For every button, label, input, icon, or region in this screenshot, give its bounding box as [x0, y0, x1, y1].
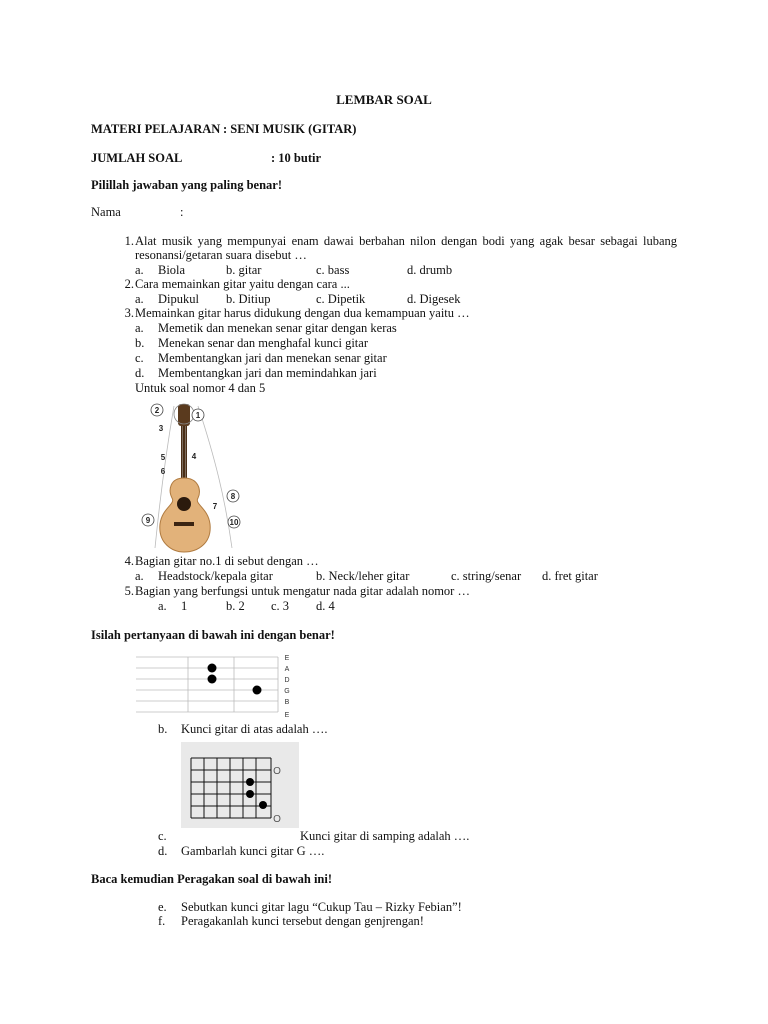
chord-diagram-grid [181, 742, 299, 828]
option-a: Biola [158, 263, 186, 277]
instruction: Pilillah jawaban yang paling benar! [91, 178, 283, 192]
guitar-label: 3 [158, 424, 164, 433]
option-a: Dipukul [158, 292, 199, 306]
question-number: 4. [124, 554, 134, 568]
string-label: G [284, 688, 290, 695]
question-text: Kunci gitar di samping adalah …. [300, 829, 470, 843]
option-a: Memetik dan menekan senar gitar dengan keras [158, 321, 397, 335]
string-label: B [284, 699, 290, 706]
materi-label: MATERI PELAJARAN [91, 122, 221, 136]
guitar-label: 2 [154, 406, 160, 415]
option-letter: b. [135, 336, 145, 350]
guitar-label: 6 [160, 467, 166, 476]
question-text: Bagian yang berfungsi untuk mengatur nada gitar adalah nomor … [135, 584, 470, 598]
option-c: Membentangkan jari dan menekan senar gitar [158, 351, 387, 365]
question-letter: e. [158, 900, 167, 914]
question-text: Peragakanlah kunci tersebut dengan genjrengan! [181, 914, 424, 928]
option-c: c. Dipetik [316, 292, 366, 306]
guitar-label: 7 [212, 502, 218, 511]
page-title: LEMBAR SOAL [336, 92, 432, 107]
option-a: Headstock/kepala gitar [158, 569, 273, 583]
question-text: Cara memainkan gitar yaitu dengan cara ... [135, 277, 350, 291]
option-b: Menekan senar dan menghafal kunci gitar [158, 336, 368, 350]
option-b: b. Neck/leher gitar [316, 569, 410, 583]
option-letter: a. [135, 321, 144, 335]
option-letter: a. [135, 569, 144, 583]
jumlah-value: : 10 butir [271, 151, 321, 165]
option-letter: d. [135, 366, 145, 380]
guitar-label: 10 [229, 518, 239, 527]
option-letter: a. [135, 292, 144, 306]
option-d: d. 4 [316, 599, 335, 613]
option-letter: a. [158, 599, 167, 613]
option-d: d. fret gitar [542, 569, 598, 583]
option-d: d. drumb [407, 263, 453, 277]
nama-label: Nama [91, 205, 121, 219]
guitar-intro: Untuk soal nomor 4 dan 5 [135, 381, 266, 395]
open-string-marker: O [273, 766, 281, 777]
question-letter: f. [158, 914, 166, 928]
question-letter: b. [158, 722, 168, 736]
question-letter: c. [158, 829, 167, 843]
question-text: Bagian gitar no.1 di sebut dengan … [135, 554, 319, 568]
string-label: D [284, 677, 290, 684]
guitar-label: 4 [191, 452, 197, 461]
question-text: Memainkan gitar harus didukung dengan dua kemampuan yaitu … [135, 306, 470, 320]
option-letter: c. [135, 351, 144, 365]
question-number: 3. [124, 306, 134, 320]
guitar-image [140, 398, 250, 558]
guitar-label: 9 [145, 516, 151, 525]
option-b: b. 2 [226, 599, 245, 613]
option-a: 1 [181, 599, 188, 613]
option-c: c. bass [316, 263, 350, 277]
question-text: Gambarlah kunci gitar G …. [181, 844, 325, 858]
question-number: 5. [124, 584, 134, 598]
jumlah-label: JUMLAH SOAL [91, 151, 183, 165]
nama-colon: : [180, 205, 184, 219]
guitar-label: 8 [230, 492, 236, 501]
section-heading: Isilah pertanyaan di bawah ini dengan benar! [91, 628, 335, 642]
question-number: 1. [124, 234, 134, 248]
option-d: Membentangkan jari dan memindahkan jari [158, 366, 377, 380]
section-heading: Baca kemudian Peragakan soal di bawah ini! [91, 872, 333, 886]
option-letter: a. [135, 263, 144, 277]
option-b: b. Ditiup [226, 292, 271, 306]
question-text: Alat musik yang mempunyai enam dawai berbahan nilon dengan bodi yang agak besar sebagai lubang [135, 234, 677, 248]
chord-diagram-horizontal [136, 652, 296, 722]
string-label: E [284, 655, 290, 662]
question-text: Sebutkan kunci gitar lagu “Cukup Tau – Rizky Febian”! [181, 900, 462, 914]
option-b: b. gitar [226, 263, 262, 277]
option-c: c. 3 [271, 599, 290, 613]
open-string-marker: O [273, 814, 281, 825]
question-letter: d. [158, 844, 168, 858]
question-number: 2. [124, 277, 134, 291]
string-label: E [284, 712, 290, 719]
question-text-cont: resonansi/getaran suara disebut … [135, 248, 307, 262]
option-c: c. string/senar [451, 569, 522, 583]
option-d: d. Digesek [407, 292, 461, 306]
guitar-label: 1 [195, 411, 201, 420]
materi-value: : SENI MUSIK (GITAR) [223, 122, 357, 136]
string-label: A [284, 666, 290, 673]
guitar-label: 5 [160, 453, 166, 462]
question-text: Kunci gitar di atas adalah …. [181, 722, 328, 736]
